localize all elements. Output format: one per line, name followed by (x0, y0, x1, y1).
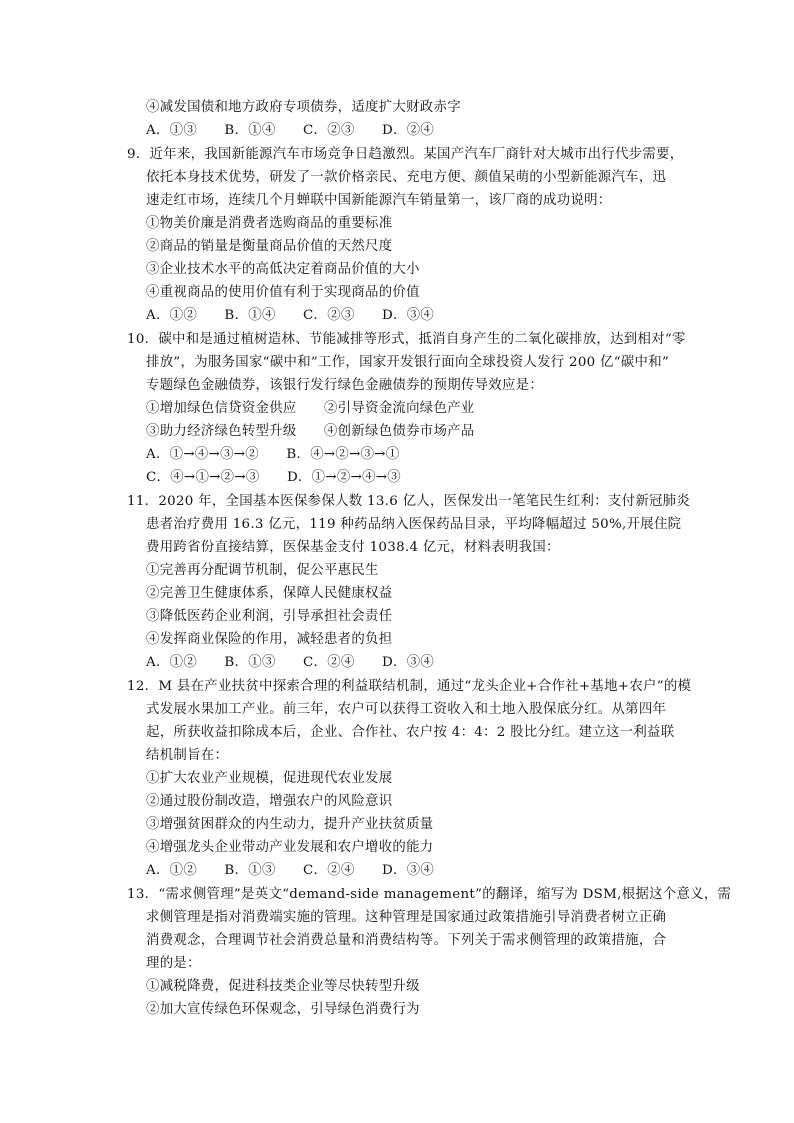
question-text: 理的是： (146, 956, 201, 971)
option-line: ③增强贫困群众的内生动力，提升产业扶贫质量 (146, 817, 434, 832)
answer-choices: A．①③ B．①④ C．②③ D．②④ (146, 123, 435, 138)
answer-choices: A．①② B．①④ C．②③ D．③④ (146, 308, 435, 323)
option-line: ②通过股份制改造，增强农户的风险意识 (146, 794, 393, 809)
question-10-stem: 10．碳中和是通过植树造林、节能减排等形式，抵消自身产生的二氧化碳排放，达到相对“零 (127, 332, 686, 347)
question-text: 求侧管理是指对消费端实施的管理。这种管理是国家通过政策措施引导消费者树立正确 (146, 910, 667, 925)
question-text: 式发展水果加工产业。前三年，农户可以获得工资收入和土地入股保底分红。从第四年 (146, 702, 667, 717)
option-line: ③降低医药企业利润，引导承担社会责任 (146, 609, 393, 624)
option-line: ④减发国债和地方政府专项债券，适度扩大财政赤字 (146, 100, 461, 115)
option-line: ③助力经济绿色转型升级 ④创新绿色债券市场产品 (146, 424, 475, 439)
question-text: 排放”，为服务国家“碳中和”工作，国家开发银行面向全球投资人发行 200 亿“碳中和” (146, 355, 670, 370)
question-text: 消费观念，合理调节社会消费总量和消费结构等。下列关于需求侧管理的政策措施，合 (146, 933, 667, 948)
question-text: 专题绿色金融债券，该银行发行绿色金融债券的预期传导效应是： (146, 378, 544, 393)
answer-choices: A．①② B．①③ C．②④ D．③④ (146, 655, 435, 670)
option-line: ③企业技术水平的高低决定着商品价值的大小 (146, 262, 420, 277)
question-text: 速走红市场，连续几个月蝉联中国新能源汽车销量第一，该厂商的成功说明： (146, 193, 612, 208)
option-line: ④增强龙头企业带动产业发展和农户增收的能力 (146, 840, 434, 855)
option-line: ②完善卫生健康体系，保障人民健康权益 (146, 586, 393, 601)
option-line: ①完善再分配调节机制，促公平惠民生 (146, 563, 379, 578)
question-12-stem: 12．M 县在产业扶贫中探索合理的利益联结机制，通过“龙头企业+合作社+基地+农户”的模 (127, 679, 692, 694)
question-11-stem: 11．2020 年，全国基本医保参保人数 13.6 亿人，医保发出一笔笔民生红利：支付新冠肺炎 (127, 494, 691, 509)
answer-choices: A．①→④→③→② B．④→②→③→① (146, 447, 400, 462)
option-line: ④发挥商业保险的作用，减轻患者的负担 (146, 632, 393, 647)
answer-choices: C．④→①→②→③ D．①→②→④→③ (146, 470, 401, 485)
option-line: ②商品的销量是衡量商品价值的天然尺度 (146, 239, 393, 254)
question-text: 费用跨省份直接结算，医保基金支付 1038.4 亿元，材料表明我国： (146, 540, 560, 555)
question-text: 患者治疗费用 16.3 亿元，119 种药品纳入医保药品目录，平均降幅超过 50%,开展住院 (146, 517, 682, 532)
option-line: ④重视商品的使用价值有利于实现商品的价值 (146, 285, 420, 300)
option-line: ①物美价廉是消费者选购商品的重要标准 (146, 216, 393, 231)
question-9-stem: 9．近年来，我国新能源汽车市场竞争日趋激烈。某国产汽车厂商针对大城市出行代步需要， (127, 147, 684, 162)
answer-choices: A．①② B．①③ C．②④ D．③④ (146, 863, 435, 878)
option-line: ①扩大农业产业规模，促进现代农业发展 (146, 771, 393, 786)
question-text: 依托本身技术优势，研发了一款价格亲民、充电方便、颜值呆萌的小型新能源汽车，迅 (146, 170, 667, 185)
option-line: ①减税降费，促进科技类企业等尽快转型升级 (146, 979, 420, 994)
option-line: ②加大宣传绿色环保观念，引导绿色消费行为 (146, 1002, 420, 1017)
option-line: ①增加绿色信贷资金供应 ②引导资金流向绿色产业 (146, 401, 475, 416)
question-13-stem: 13．“需求侧管理”是英文“demand-side management”的翻译，缩写为 DSM,根据这个意义，需 (127, 887, 732, 902)
question-text: 起，所获收益扣除成本后，企业、合作社、农户按 4：4：2 股比分红。建立这一利益联 (146, 725, 675, 740)
question-text: 结机制旨在： (146, 748, 229, 763)
